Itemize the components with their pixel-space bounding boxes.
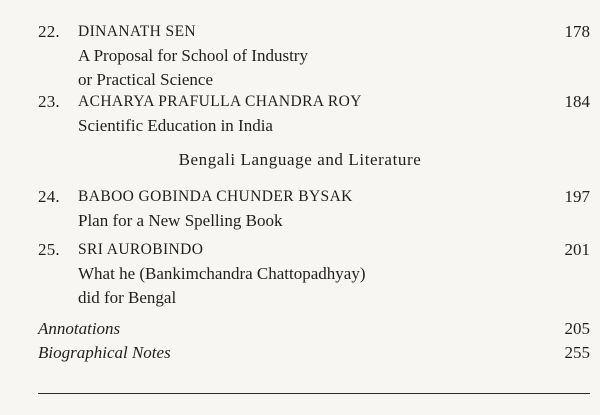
toc-entry-22 (38, 20, 590, 92)
entry-number: 22. (38, 22, 60, 41)
toc-annotations (38, 317, 590, 341)
back-matter-label: Biographical Notes (38, 343, 171, 362)
entry-number: 25. (38, 240, 60, 259)
entry-author: SRI AUROBINDO (78, 241, 204, 258)
entry-body (78, 185, 538, 233)
entry-title-line: did for Bengal (78, 288, 177, 307)
entry-author: DINANATH SEN (78, 23, 197, 40)
entry-body (78, 238, 538, 310)
entry-title-line: Plan for a New Spelling Book (78, 211, 283, 230)
entry-title-line: or Practical Science (78, 70, 213, 89)
entry-title-line: What he (Bankimchandra Chattopadhyay) (78, 264, 366, 283)
toc-entry-24 (38, 185, 590, 233)
entry-author: BABOO GOBINDA CHUNDER BYSAK (78, 188, 353, 205)
toc-entry-25 (38, 238, 590, 310)
toc-entry-23 (38, 90, 590, 138)
entry-page-number: 197 (564, 187, 590, 206)
entry-title-line: Scientific Education in India (78, 116, 273, 135)
entry-body (78, 20, 538, 92)
entry-page-number: 178 (564, 22, 590, 41)
back-matter-page-number: 255 (564, 343, 590, 362)
entry-author: ACHARYA PRAFULLA CHANDRA ROY (78, 93, 362, 110)
section-heading: Bengali Language and Literature (178, 150, 422, 169)
entry-page-number: 184 (564, 92, 590, 111)
entry-page-number: 201 (564, 240, 590, 259)
entry-number: 23. (38, 92, 60, 111)
toc-biographical-notes (38, 341, 590, 365)
entry-body (78, 90, 538, 138)
entry-number: 24. (38, 187, 60, 206)
entry-title-line: A Proposal for School of Industry (78, 46, 308, 65)
bottom-rule (38, 393, 590, 394)
back-matter-label: Annotations (38, 319, 121, 338)
back-matter-page-number: 205 (564, 319, 590, 338)
